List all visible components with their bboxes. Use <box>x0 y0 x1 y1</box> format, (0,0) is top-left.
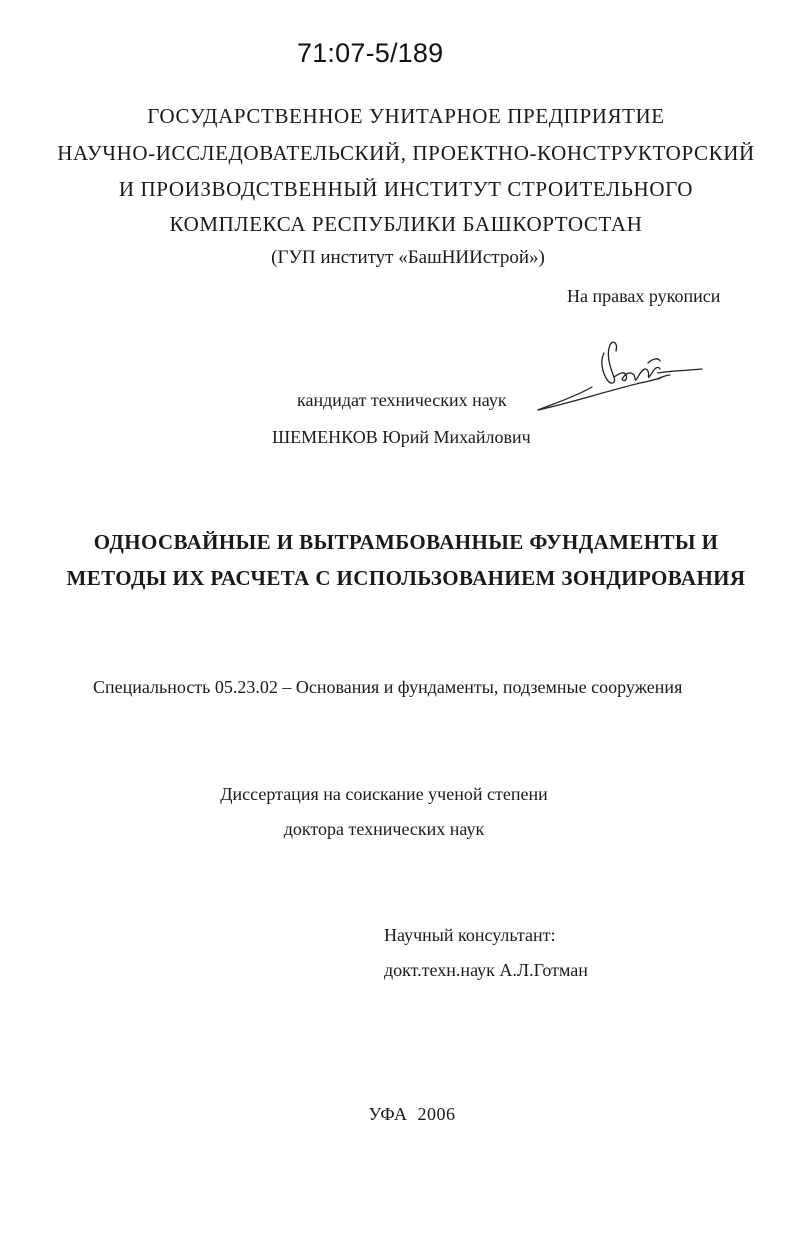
organization-line: И ПРОИЗВОДСТВЕННЫЙ ИНСТИТУТ СТРОИТЕЛЬНОГО <box>118 177 694 201</box>
title-line: МЕТОДЫ ИХ РАСЧЕТА С ИСПОЛЬЗОВАНИЕМ ЗОНДИРОВАНИЯ <box>66 566 746 590</box>
organization-line: ГОСУДАРСТВЕННОЕ УНИТАРНОЕ ПРЕДПРИЯТИЕ <box>147 104 665 128</box>
manuscript-note: На правах рукописи <box>567 286 721 306</box>
consultant-label: Научный консультант: <box>384 925 556 945</box>
signature-icon <box>530 333 710 418</box>
organization-line: КОМПЛЕКСА РЕСПУБЛИКИ БАШКОРТОСТАН <box>169 212 643 236</box>
author-degree: кандидат технических наук <box>297 390 507 410</box>
specialty: Специальность 05.23.02 – Основания и фундаменты, подземные сооружения <box>93 677 683 697</box>
registry-number: 71:07-5/189 <box>297 38 444 68</box>
consultant-name: докт.техн.наук А.Л.Готман <box>384 960 588 980</box>
author-name: ШЕМЕНКОВ Юрий Михайлович <box>272 427 531 447</box>
dissertation-line: доктора технических наук <box>283 819 485 839</box>
dissertation-line: Диссертация на соискание ученой степени <box>220 784 548 804</box>
title-line: ОДНОСВАЙНЫЕ И ВЫТРАМБОВАННЫЕ ФУНДАМЕНТЫ И <box>93 530 719 554</box>
organization-abbreviation: (ГУП институт «БашНИИстрой») <box>271 247 545 268</box>
organization-line: НАУЧНО-ИССЛЕДОВАТЕЛЬСКИЙ, ПРОЕКТНО-КОНСТРУКТОРСКИЙ <box>57 141 755 165</box>
city-year: УФА 2006 <box>368 1104 456 1124</box>
